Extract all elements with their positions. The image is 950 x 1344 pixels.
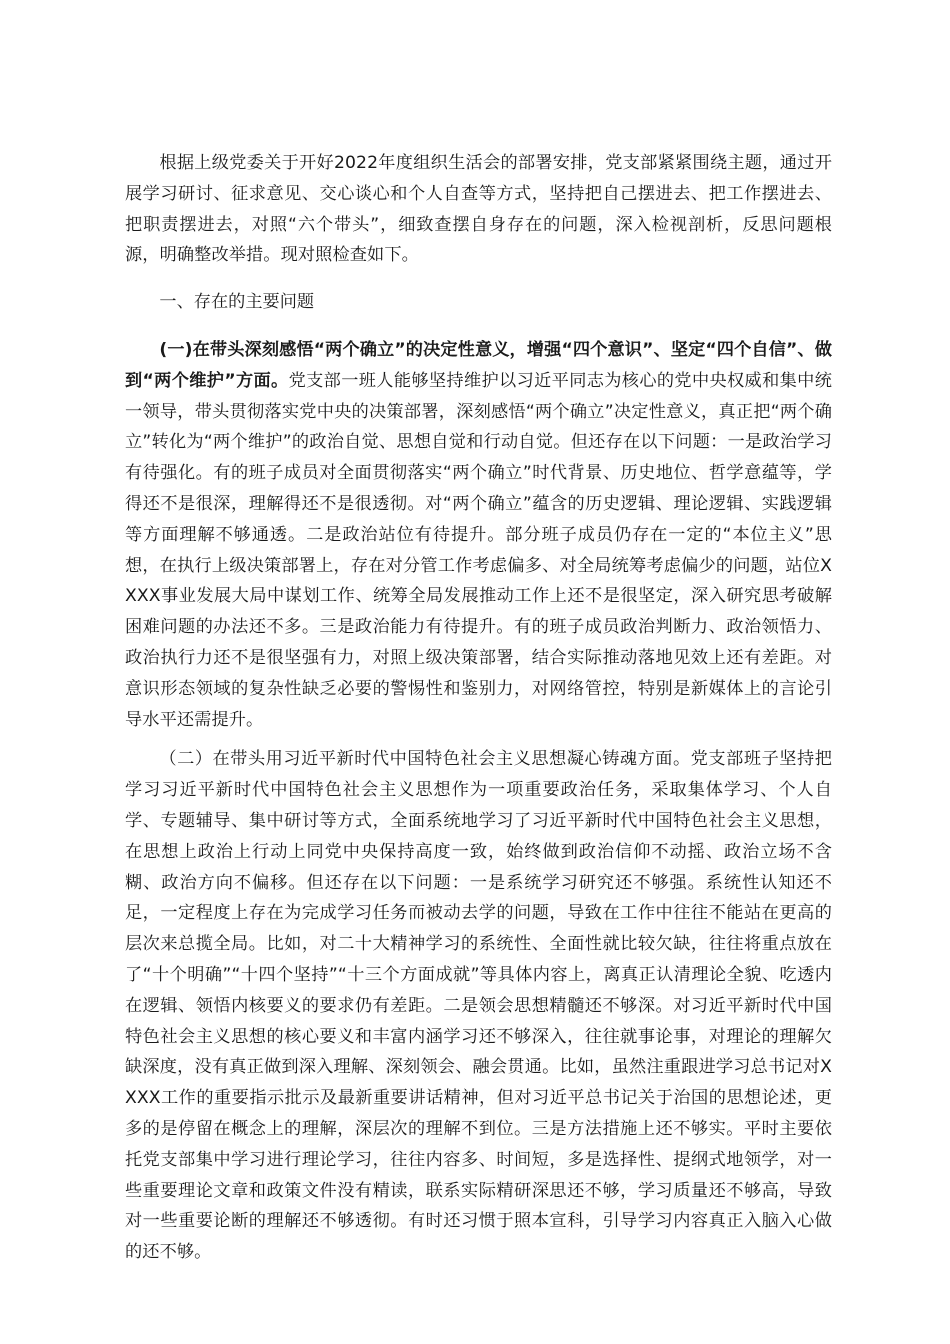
intro-paragraph: 根据上级党委关于开好2022年度组织生活会的部署安排，党支部紧紧围绕主题，通过开展学习研讨、征求意见、交心谈心和个人自查等方式，坚持把自己摆进去、把工作摆进去、把职责摆进去，对照“六个带头”，细致查摆自身存在的问题，深入检视剖析，反思问题根源，明确整改举措。现对照检查如下。 (125, 153, 832, 266)
document-page (125, 148, 832, 1268)
item-2-paragraph: （二）在带头用习近平新时代中国特色社会主义思想凝心铸魂方面。党支部班子坚持把学习习近平新时代中国特色社会主义思想作为一项重要政治任务，采取集体学习、个人自学、专题辅导、集中研讨等方式，全面系统地学习了习近平新时代中国特色社会主义思想，在思想上政治上行动上同党中央保持高度一致，始终做到政治信仰不动摇、政治立场不含糊、政治方向不偏移。但还存在以下问题：一是系统学习研究还不够强。系统性认知还不足，一定程度上存在为完成学习任务而被动去学的问题，导致在工作中往往不能站在更高的层次来总揽全局。比如，对二十大精神学习的系统性、全面性就比较欠缺，往往将重点放在了“十个明确”“十四个坚持”“十三个方面成就”等具体内容上，离真正认清理论全貌、吃透内在逻辑、领悟内核要义的要求仍有差距。二是领会思想精髓还不够深。对习近平新时代中国特色社会主义思想的核心要义和丰富内涵学习还不够深入，往往就事论事，对理论的理解欠缺深度，没有真正做到深入理解、深刻领会、融会贯通。比如，虽然注重跟进学习总书记对XXXX工作的重要指示批示及最新重要讲话精神，但对习近平总书记关于治国的思想论述，更多的是停留在概念上的理解，深层次的理解不到位。三是方法措施上还不够实。平时主要依托党支部集中学习进行理论学习，往往内容多、时间短，多是选择性、提纲式地领学，对一些重要理论文章和政策文件没有精读，联系实际精研深思还不够，学习质量还不够高，导致对一些重要论断的理解还不够透彻。有时还习惯于照本宣科，引导学习内容真正入脑入心做的还不够。 (125, 749, 832, 1263)
item-1-body: 党支部一班人能够坚持维护以习近平同志为核心的党中央权威和集中统一领导，带头贯彻落实党中央的决策部署，深刻感悟“两个确立”决定性意义，真正把“两个确立”转化为“两个维护”的政治自觉、思想自觉和行动自觉。但还存在以下问题：一是政治学习有待强化。有的班子成员对全面贯彻落实“两个确立”时代背景、历史地位、哲学意蕴等，学得还不是很深，理解得还不是很透彻。对“两个确立”蕴含的历史逻辑、理论逻辑、实践逻辑等方面理解不够通透。二是政治站位有待提升。部分班子成员仍存在一定的“本位主义”思想，在执行上级决策部署上，存在对分管工作考虑偏多、对全局统筹考虑偏少的问题，站位XXXX事业发展大局中谋划工作、统筹全局发展推动工作上还不是很坚定，深入研究思考破解困难问题的办法还不多。三是政治能力有待提升。有的班子成员政治判断力、政治领悟力、政治执行力还不是很坚强有力，对照上级决策部署，结合实际推动落地见效上还有差距。对意识形态领域的复杂性缺乏必要的警惕性和鉴别力，对网络管控，特别是新媒体上的言论引导水平还需提升。 (125, 370, 832, 730)
section-heading: 一、存在的主要问题 (159, 292, 315, 313)
item-1-title: (一)在带头深刻感悟“两个确立”的决定性意义，增强“四个意识”、坚定“四个自信”、做到“两个维护”方面。 (125, 339, 832, 391)
item-1-paragraph (125, 335, 832, 735)
